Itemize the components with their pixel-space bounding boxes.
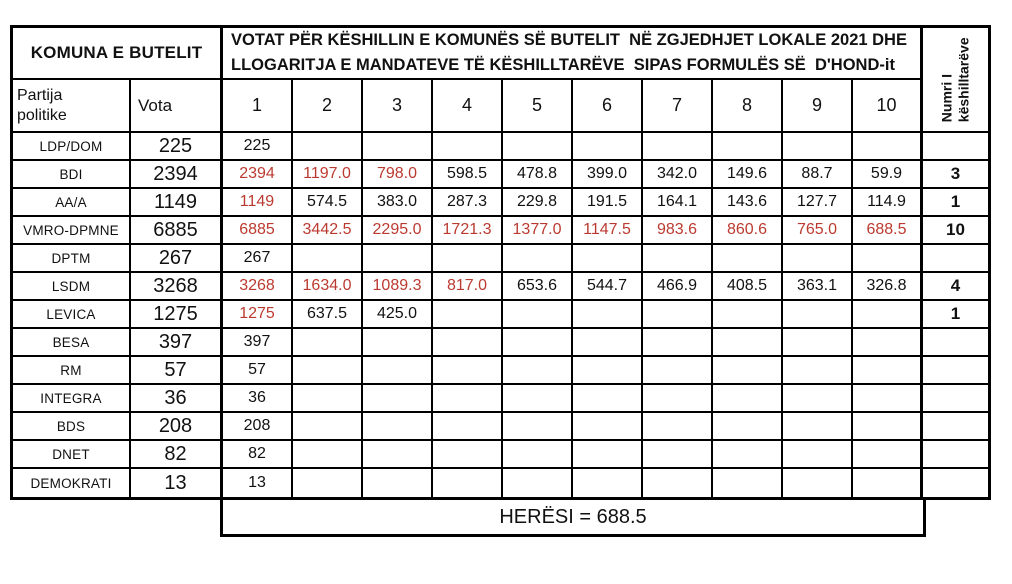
- quotient-cell: 2295.0: [363, 217, 433, 245]
- quotient-cell: 36: [223, 385, 293, 413]
- quotient-cell: [713, 413, 783, 441]
- quotient-cell: [503, 133, 573, 161]
- quotient-cell: [853, 357, 923, 385]
- quotient-cell: [293, 133, 363, 161]
- quotient-cell: [853, 133, 923, 161]
- vota-cell: 2394: [131, 161, 223, 189]
- quotient-cell: [783, 441, 853, 469]
- quotient-cell: 598.5: [433, 161, 503, 189]
- vota-cell: 36: [131, 385, 223, 413]
- party-cell: LSDM: [13, 273, 131, 301]
- divisor-header: 4: [433, 80, 503, 133]
- divisor-header: 6: [573, 80, 643, 133]
- quotient-cell: 143.6: [713, 189, 783, 217]
- municipality-title: KOMUNA E BUTELIT: [13, 28, 223, 80]
- table-main-title-line2: LLOGARITJA E MANDATEVE TË KËSHILLTARËVE SIPAS FORMULËS SË D'HOND-it: [231, 56, 895, 74]
- quotient-cell: [433, 385, 503, 413]
- quotient-cell: 3268: [223, 273, 293, 301]
- quotient-cell: 399.0: [573, 161, 643, 189]
- quotient-cell: [643, 413, 713, 441]
- quotient-cell: [713, 245, 783, 273]
- quotient-cell: 1089.3: [363, 273, 433, 301]
- mandates-cell: [923, 329, 988, 357]
- quotient-cell: 1147.5: [573, 217, 643, 245]
- quotient-cell: 13: [223, 469, 293, 497]
- mandates-cell: [923, 245, 988, 273]
- quotient-cell: 983.6: [643, 217, 713, 245]
- mandates-cell: 1: [923, 301, 988, 329]
- quotient-cell: [853, 469, 923, 497]
- quotient-cell: [643, 133, 713, 161]
- quotient-cell: 383.0: [363, 189, 433, 217]
- quotient-cell: [643, 385, 713, 413]
- quotient-cell: [573, 245, 643, 273]
- vota-cell: 225: [131, 133, 223, 161]
- quotient-cell: 860.6: [713, 217, 783, 245]
- quotient-cell: [363, 329, 433, 357]
- party-cell: VMRO-DPMNE: [13, 217, 131, 245]
- mandates-cell: [923, 357, 988, 385]
- quotient-cell: [503, 441, 573, 469]
- quotient-cell: 57: [223, 357, 293, 385]
- quotient-cell: [503, 413, 573, 441]
- quotient-cell: [573, 357, 643, 385]
- quotient-cell: [293, 441, 363, 469]
- quotient-cell: 1377.0: [503, 217, 573, 245]
- quotient-cell: [363, 133, 433, 161]
- vota-cell: 13: [131, 469, 223, 497]
- party-cell: LEVICA: [13, 301, 131, 329]
- quotient-cell: [783, 413, 853, 441]
- party-column-header: [13, 80, 131, 133]
- quotient-cell: [363, 385, 433, 413]
- quotient-cell: [433, 329, 503, 357]
- quotient-cell: 798.0: [363, 161, 433, 189]
- quotient-cell: [643, 329, 713, 357]
- quotient-cell: [293, 245, 363, 273]
- quotient-cell: 363.1: [783, 273, 853, 301]
- dhondt-table: [10, 25, 991, 500]
- mandates-column-header: [923, 28, 988, 133]
- quotient-cell: 1149: [223, 189, 293, 217]
- quotient-cell: 1721.3: [433, 217, 503, 245]
- mandates-column-header-text: Numri I këshilltarëve: [938, 37, 972, 122]
- divisor-header: 3: [363, 80, 433, 133]
- quotient-cell: 1634.0: [293, 273, 363, 301]
- mandates-cell: [923, 385, 988, 413]
- quotient-cell: [503, 245, 573, 273]
- quotient-cell: 765.0: [783, 217, 853, 245]
- divisor-header: 7: [643, 80, 713, 133]
- vota-cell: 57: [131, 357, 223, 385]
- quotient-cell: 466.9: [643, 273, 713, 301]
- quotient-cell: [573, 133, 643, 161]
- quotient-cell: 88.7: [783, 161, 853, 189]
- vota-cell: 6885: [131, 217, 223, 245]
- quotient-cell: 208: [223, 413, 293, 441]
- quotient-cell: [503, 301, 573, 329]
- quotient-cell: [783, 357, 853, 385]
- vota-cell: 3268: [131, 273, 223, 301]
- quotient-cell: [643, 469, 713, 497]
- table-main-title: [223, 28, 923, 80]
- divisor-header: 2: [293, 80, 363, 133]
- quotient-cell: [433, 301, 503, 329]
- quotient-cell: [643, 245, 713, 273]
- mandates-cell: [923, 469, 988, 497]
- table-main-title-line1: VOTAT PËR KËSHILLIN E KOMUNËS SË BUTELIT NË ZGJEDHJET LOKALE 2021 DHE: [231, 31, 907, 50]
- party-column-header-line1: Partija: [17, 86, 63, 104]
- party-cell: DNET: [13, 441, 131, 469]
- quotient-cell: [713, 469, 783, 497]
- quotient-cell: [573, 441, 643, 469]
- vota-cell: 82: [131, 441, 223, 469]
- mandates-cell: 10: [923, 217, 988, 245]
- divisor-header: 5: [503, 80, 573, 133]
- party-cell: DPTM: [13, 245, 131, 273]
- quotient-cell: 2394: [223, 161, 293, 189]
- quotient-cell: [713, 329, 783, 357]
- quotient-cell: [573, 469, 643, 497]
- quotient-cell: 1275: [223, 301, 293, 329]
- vota-cell: 1149: [131, 189, 223, 217]
- quotient-cell: 1197.0: [293, 161, 363, 189]
- quotient-cell: [643, 357, 713, 385]
- quotient-cell: [713, 357, 783, 385]
- quotient-cell: [433, 469, 503, 497]
- quotient-cell: [783, 133, 853, 161]
- quotient-cell: 326.8: [853, 273, 923, 301]
- quotient-cell: [643, 441, 713, 469]
- quotient-cell: 637.5: [293, 301, 363, 329]
- quotient-cell: [573, 301, 643, 329]
- mandates-cell: 4: [923, 273, 988, 301]
- quotient-cell: 191.5: [573, 189, 643, 217]
- mandates-cell: [923, 133, 988, 161]
- quotient-cell: [503, 385, 573, 413]
- party-cell: BDI: [13, 161, 131, 189]
- quotient-cell: [853, 413, 923, 441]
- quotient-cell: 397: [223, 329, 293, 357]
- quotient-cell: 653.6: [503, 273, 573, 301]
- quotient-cell: [783, 301, 853, 329]
- quotient-cell: [853, 329, 923, 357]
- quotient-cell: 229.8: [503, 189, 573, 217]
- quotient-cell: [713, 301, 783, 329]
- quotient-cell: [713, 133, 783, 161]
- divisor-header: 10: [853, 80, 923, 133]
- quotient-cell: [853, 245, 923, 273]
- quotient-cell: [293, 357, 363, 385]
- quotient-cell: [293, 413, 363, 441]
- mandates-cell: 1: [923, 189, 988, 217]
- quotient-cell: [433, 245, 503, 273]
- quotient-cell: 3442.5: [293, 217, 363, 245]
- quotient-cell: [363, 245, 433, 273]
- quotient-cell: [643, 301, 713, 329]
- quotient-cell: [433, 357, 503, 385]
- party-cell: INTEGRA: [13, 385, 131, 413]
- quotient-cell: 425.0: [363, 301, 433, 329]
- quotient-cell: [293, 329, 363, 357]
- quotient-cell: [853, 301, 923, 329]
- party-cell: LDP/DOM: [13, 133, 131, 161]
- quotient-cell: [713, 441, 783, 469]
- vota-cell: 267: [131, 245, 223, 273]
- quotient-cell: 127.7: [783, 189, 853, 217]
- quotient-cell: [433, 133, 503, 161]
- quotient-cell: [363, 469, 433, 497]
- divisor-header: 9: [783, 80, 853, 133]
- quotient-cell: 59.9: [853, 161, 923, 189]
- mandates-cell: [923, 441, 988, 469]
- quotient-cell: [573, 385, 643, 413]
- divisor-header: 8: [713, 80, 783, 133]
- quotient-cell: 574.5: [293, 189, 363, 217]
- quotient-cell: [363, 413, 433, 441]
- mandates-cell: 3: [923, 161, 988, 189]
- quotient-cell: 478.8: [503, 161, 573, 189]
- vota-cell: 208: [131, 413, 223, 441]
- party-cell: BDS: [13, 413, 131, 441]
- quotient-cell: 342.0: [643, 161, 713, 189]
- quotient-cell: [363, 441, 433, 469]
- quotient-cell: 225: [223, 133, 293, 161]
- divisor-header: 1: [223, 80, 293, 133]
- vota-cell: 1275: [131, 301, 223, 329]
- quotient-cell: 149.6: [713, 161, 783, 189]
- quotient-cell: 817.0: [433, 273, 503, 301]
- party-column-header-line2: politike: [17, 106, 67, 124]
- quotient-cell: [293, 469, 363, 497]
- quotient-cell: [783, 385, 853, 413]
- quotient-cell: [783, 329, 853, 357]
- party-cell: BESA: [13, 329, 131, 357]
- quotient-cell: [713, 385, 783, 413]
- quotient-cell: [853, 385, 923, 413]
- quotient-cell: [783, 245, 853, 273]
- quotient-cell: [783, 469, 853, 497]
- quotient-cell: [503, 469, 573, 497]
- quotient-cell: [503, 329, 573, 357]
- party-cell: DEMOKRATI: [13, 469, 131, 497]
- quotient-cell: 544.7: [573, 273, 643, 301]
- quotient-cell: 6885: [223, 217, 293, 245]
- quotient-cell: [433, 441, 503, 469]
- quotient-cell: 408.5: [713, 273, 783, 301]
- quotient-cell: 164.1: [643, 189, 713, 217]
- party-cell: AA/A: [13, 189, 131, 217]
- quotient-cell: [433, 413, 503, 441]
- quotient-footer: HERËSI = 688.5: [220, 500, 926, 537]
- quotient-cell: [853, 441, 923, 469]
- vota-column-header: Vota: [131, 80, 223, 133]
- quotient-cell: [363, 357, 433, 385]
- quotient-cell: 287.3: [433, 189, 503, 217]
- quotient-cell: [573, 329, 643, 357]
- quotient-cell: 82: [223, 441, 293, 469]
- quotient-cell: [573, 413, 643, 441]
- quotient-cell: [293, 385, 363, 413]
- quotient-cell: [503, 357, 573, 385]
- party-cell: RM: [13, 357, 131, 385]
- quotient-cell: 114.9: [853, 189, 923, 217]
- vota-cell: 397: [131, 329, 223, 357]
- mandates-cell: [923, 413, 988, 441]
- quotient-cell: 267: [223, 245, 293, 273]
- quotient-cell: 688.5: [853, 217, 923, 245]
